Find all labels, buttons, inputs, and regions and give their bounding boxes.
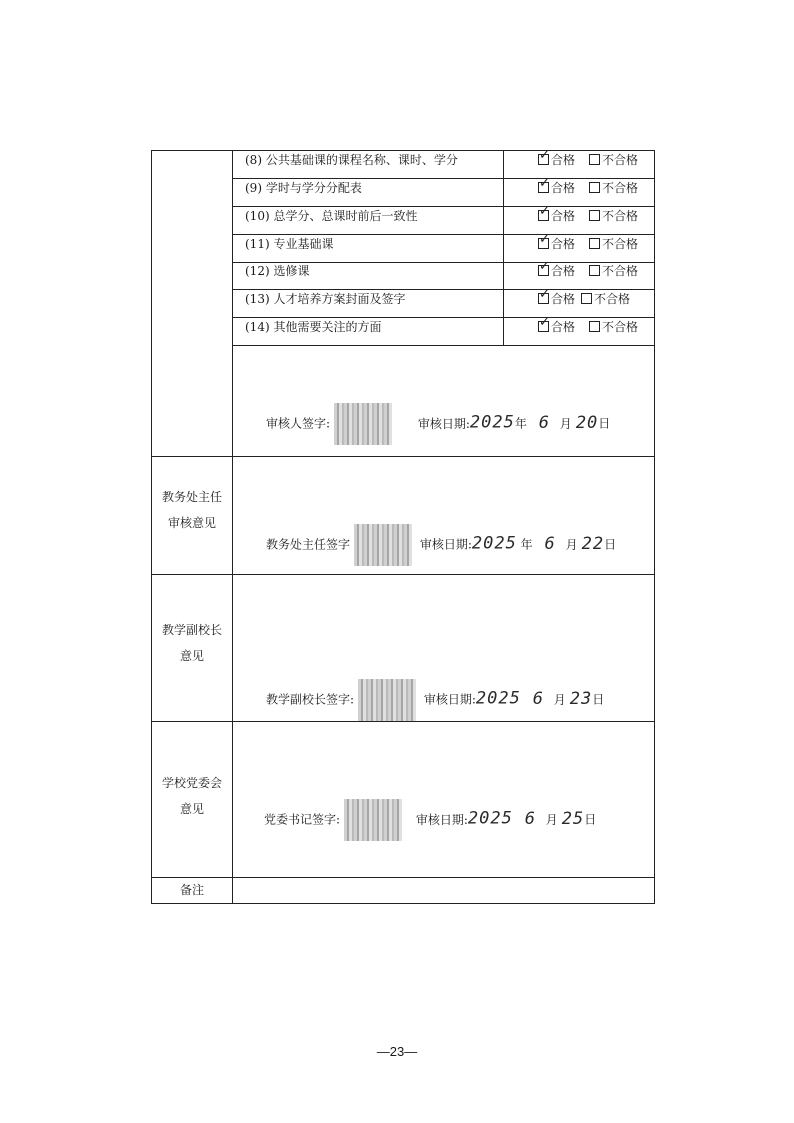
fail-label: 不合格 <box>594 292 631 306</box>
fail-label: 不合格 <box>602 264 639 278</box>
row-divider <box>232 317 655 318</box>
redacted-signature <box>344 799 402 841</box>
pass-checkbox[interactable] <box>538 232 550 249</box>
pass-label: 合格 <box>551 209 576 223</box>
sign-label: 教学副校长签字: <box>266 692 355 707</box>
review-date-label: 审核日期: <box>419 537 472 552</box>
reviewer-sign-label: 审核人签字: <box>266 416 331 431</box>
fail-label: 不合格 <box>602 209 639 223</box>
review-form-table <box>151 150 655 904</box>
date-year: 2025 <box>471 533 517 554</box>
row-divider <box>232 234 655 235</box>
date-day: 20 <box>575 412 599 433</box>
day-unit: 日 <box>584 812 597 827</box>
pass-checkbox[interactable] <box>538 259 550 276</box>
check-mark-icon: ✓ <box>539 259 550 274</box>
pass-label: 合格 <box>551 292 576 306</box>
check-mark-icon: ✓ <box>539 176 550 191</box>
vice-principal-signature-line <box>266 679 604 721</box>
checklist-item-result <box>538 176 639 196</box>
check-mark-icon: ✓ <box>539 315 550 330</box>
row-divider <box>232 345 655 346</box>
section-title-line: 审核意见 <box>167 516 216 530</box>
pass-checkbox[interactable] <box>538 204 550 221</box>
section-title-line: 教务处主任 <box>161 490 222 504</box>
fail-checkbox[interactable] <box>589 265 600 276</box>
checklist-item-label: (13) 人才培养方案封面及签字 <box>245 292 406 306</box>
remarks-field[interactable] <box>233 878 654 903</box>
checklist-item-label: (9) 学时与学分分配表 <box>245 181 362 195</box>
check-column-divider <box>503 151 504 345</box>
date-month: 6 <box>538 412 550 433</box>
review-date-label: 审核日期: <box>415 812 468 827</box>
reviewer-signature-line <box>266 403 610 445</box>
month-unit: 月 <box>553 692 566 707</box>
date-month: 6 <box>524 808 536 829</box>
day-unit: 日 <box>598 416 611 431</box>
sign-label: 党委书记签字: <box>264 812 341 827</box>
section-title-line: 教学副校长 <box>161 623 222 637</box>
checklist-item-result <box>538 148 639 168</box>
pass-checkbox[interactable] <box>538 287 550 304</box>
fail-label: 不合格 <box>602 153 639 167</box>
pass-checkbox[interactable] <box>538 148 550 165</box>
academic-affairs-signature-line <box>266 524 616 566</box>
checklist-item-label: (14) 其他需要关注的方面 <box>245 320 382 334</box>
fail-checkbox[interactable] <box>589 182 600 193</box>
checklist-item-result <box>538 287 631 307</box>
checklist-item-label: (11) 专业基础课 <box>245 237 334 251</box>
row-divider <box>232 178 655 179</box>
month-unit: 月 <box>565 537 578 552</box>
sign-label: 教务处主任签字 <box>266 537 351 552</box>
pass-label: 合格 <box>551 181 576 195</box>
fail-checkbox[interactable] <box>589 210 600 221</box>
checklist-item-result <box>538 315 639 335</box>
section-title-line: 意见 <box>179 649 204 663</box>
checklist-item-result <box>538 259 639 279</box>
fail-label: 不合格 <box>602 320 639 334</box>
row-divider <box>232 206 655 207</box>
date-year: 2025 <box>467 808 513 829</box>
redacted-signature <box>334 403 392 445</box>
section-title-line: 意见 <box>179 802 204 816</box>
fail-label: 不合格 <box>602 181 639 195</box>
pass-label: 合格 <box>551 264 576 278</box>
date-year: 2025 <box>475 688 521 709</box>
fail-checkbox[interactable] <box>581 293 592 304</box>
month-unit: 月 <box>559 416 572 431</box>
checklist-item-label: (10) 总学分、总课时前后一致性 <box>245 209 418 223</box>
check-mark-icon: ✓ <box>539 204 550 219</box>
section-title-academic-affairs <box>152 484 232 536</box>
day-unit: 日 <box>592 692 605 707</box>
day-unit: 日 <box>604 537 617 552</box>
redacted-signature <box>358 679 416 721</box>
date-month: 6 <box>544 533 556 554</box>
date-day: 25 <box>561 808 585 829</box>
pass-label: 合格 <box>551 153 576 167</box>
section-divider <box>152 721 655 722</box>
section-divider <box>152 574 655 575</box>
check-mark-icon: ✓ <box>539 232 550 247</box>
date-month: 6 <box>532 688 544 709</box>
review-date-label: 审核日期: <box>423 692 476 707</box>
label-column-divider <box>232 151 233 904</box>
section-title-vice-principal <box>152 617 232 669</box>
review-date-label: 审核日期: <box>417 416 470 431</box>
fail-checkbox[interactable] <box>589 321 600 332</box>
check-mark-icon: ✓ <box>539 287 550 302</box>
checklist-item-label: (12) 选修课 <box>245 264 310 278</box>
section-title-party-committee <box>152 770 232 822</box>
page-number: —23— <box>376 1044 418 1059</box>
section-title-line: 学校党委会 <box>161 776 222 790</box>
pass-label: 合格 <box>551 320 576 334</box>
year-unit: 年 <box>520 537 533 552</box>
fail-checkbox[interactable] <box>589 238 600 249</box>
checklist-item-label: (8) 公共基础课的课程名称、课时、学分 <box>245 153 458 167</box>
date-day: 22 <box>581 533 605 554</box>
date-year: 2025 <box>469 412 515 433</box>
remarks-label: 备注 <box>179 883 204 897</box>
section-divider <box>152 456 655 457</box>
year-unit: 年 <box>514 416 527 431</box>
redacted-signature <box>354 524 412 566</box>
party-secretary-signature-line <box>264 799 596 841</box>
fail-checkbox[interactable] <box>589 154 600 165</box>
row-divider <box>232 289 655 290</box>
checklist-item-result <box>538 204 639 224</box>
pass-checkbox[interactable] <box>538 176 550 193</box>
pass-label: 合格 <box>551 237 576 251</box>
date-day: 23 <box>569 688 593 709</box>
month-unit: 月 <box>545 812 558 827</box>
fail-label: 不合格 <box>602 237 639 251</box>
check-mark-icon: ✓ <box>539 148 550 163</box>
pass-checkbox[interactable] <box>538 315 550 332</box>
checklist-item-result <box>538 232 639 252</box>
